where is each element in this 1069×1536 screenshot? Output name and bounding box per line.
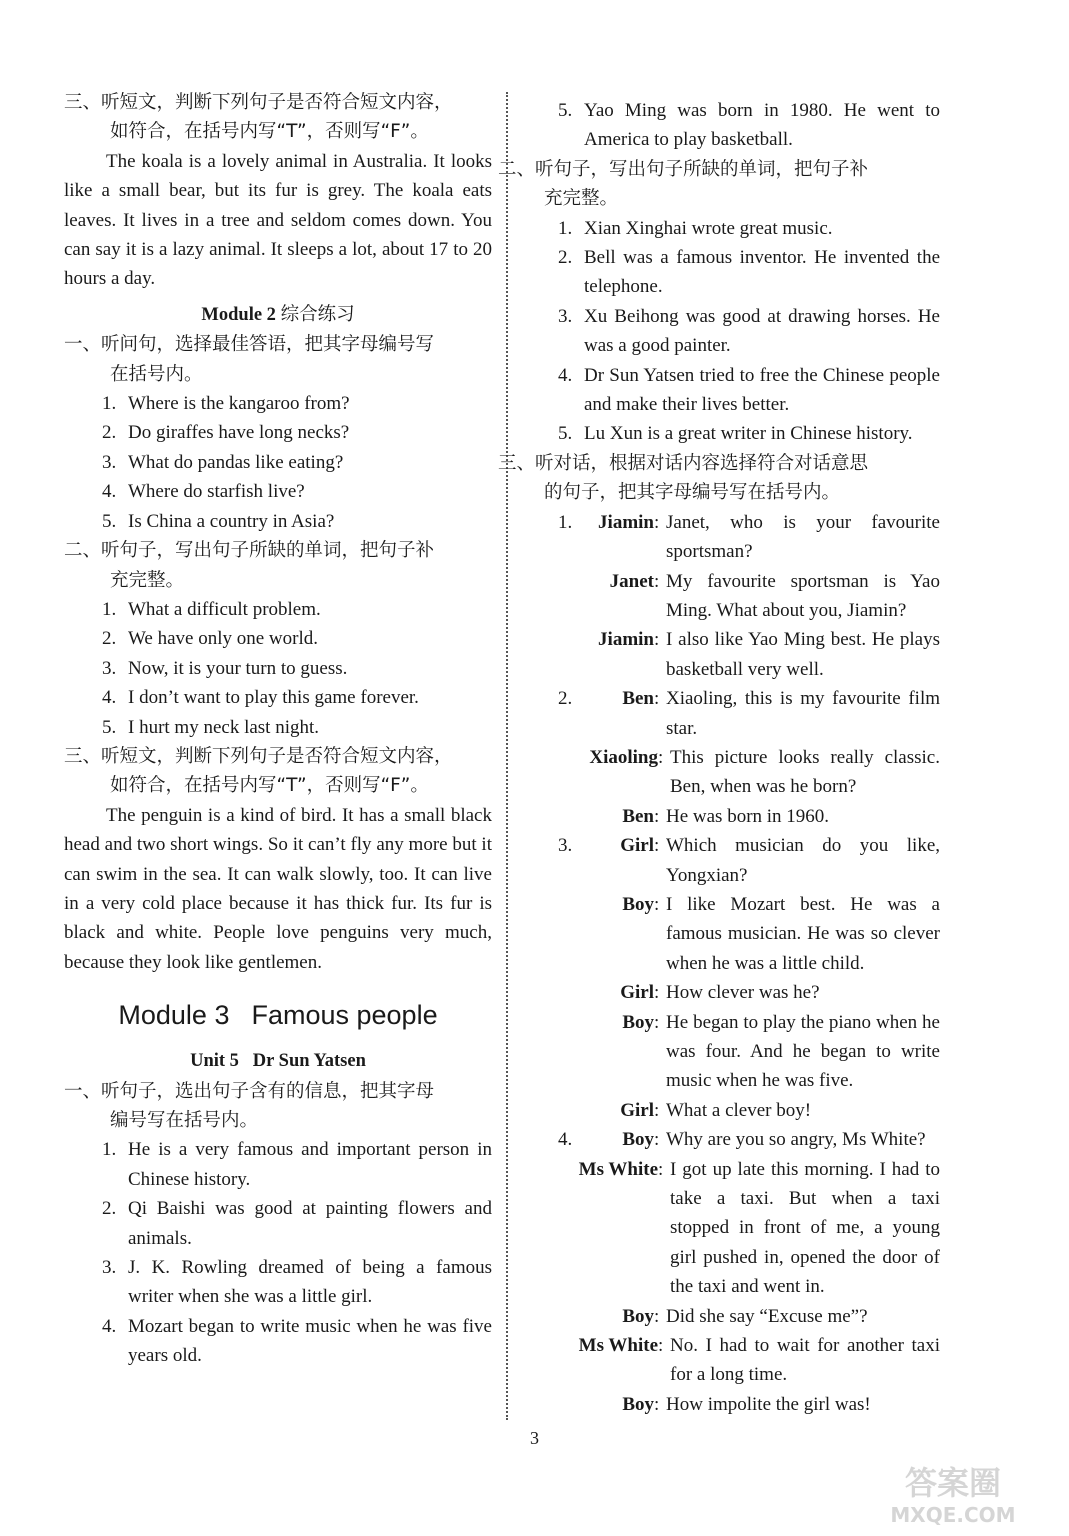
list-item [64,448,492,477]
dialogue-number [520,802,588,831]
dialogue-text: This picture looks really classic. Ben, when was he born? [670,746,940,798]
penguin-text: The penguin is a kind of bird. It has a small black head and two short wings. So it can’t fly any more but it can swim in the sea. It can walk slowly, too. It can live in a very cold place because it has thick fur. Its fur is black and white. People love penguins very much, because they look like gentlemen. [64,804,492,973]
dialogue-number [520,1390,588,1419]
dialogue-line [520,890,940,978]
m2-section2-header [64,536,492,595]
module3-label: Module 3 [118,1000,230,1031]
u5-s1-line1: 一、听句子，选出句子含有的信息，把其字母 [64,1080,435,1102]
list-item [64,1194,492,1253]
list-item [64,595,492,624]
dialogue-text: I also like Yao Ming best. He plays basketball very well. [666,629,940,680]
right-column [498,96,940,1419]
dialogue-number [520,978,588,1007]
item-text: Qi Baishi was good at painting flowers and animals. [128,1198,492,1249]
speaker: Jiamin [598,629,654,651]
dialogue-line [520,1125,940,1154]
module2-title-en: Module 2 [201,304,276,325]
item-number: 3. [102,451,117,473]
item-number: 4. [102,687,117,709]
dialogue-line [520,508,940,567]
dialogue-line [520,1331,940,1390]
dialogue-text: What a clever boy! [666,1099,812,1121]
m2-s1-line2: 在括号内。 [110,363,203,385]
speaker: Boy [622,1393,654,1415]
colon: : [654,1393,660,1415]
list-item [64,1253,492,1312]
dialogue-line [520,831,940,890]
item-number: 3. [558,305,573,327]
item-text: Now, it is your turn to guess. [128,657,348,679]
colon: : [658,746,664,768]
dialogue-line [520,1390,940,1419]
list-item [64,683,492,712]
item-text: J. K. Rowling dreamed of being a famous writer when she was a little girl. [128,1257,492,1308]
watermark-text-cn: 答案圈 [904,1464,1002,1502]
dialogue-text: He began to play the piano when he was four. And he began to write music when he was five. [666,1011,940,1092]
colon: : [658,1335,664,1357]
dialogue-number [520,743,548,802]
list-item [64,477,492,506]
item-text: We have only one world. [128,628,318,650]
module2-title-cn: 综合练习 [280,303,355,325]
speaker: Boy [622,1305,654,1327]
r-s3-line2: 的句子，把其字母编号写在括号内。 [544,482,841,504]
koala-text: The koala is a lovely animal in Australia. It looks like a small bear, but its fur is grey. The koala eats leaves. It lives in a tree and seldom comes down. You can say it is a lazy animal. It sleeps a lot, about 17 to 20 hours a day. [64,150,492,290]
dialogue-line [520,743,940,802]
item-text: What do pandas like eating? [128,451,344,473]
item-number: 5. [102,510,117,532]
speaker: Ms White [578,1335,658,1357]
list-item [64,507,492,536]
item-number: 2. [102,1198,117,1220]
speaker: Boy [622,1011,654,1033]
dialogue-text: Xiaoling, this is my favourite film star. [666,688,940,739]
item-number: 1. [102,598,117,620]
speaker: Girl [620,1099,654,1121]
item-text: I hurt my neck last night. [128,716,320,738]
dialogue-text: My favourite sportsman is Yao Ming. What about you, Jiamin? [666,570,940,621]
item-number: 5. [558,100,573,121]
left-column [64,88,492,1371]
item-number: 3. [102,657,117,679]
item-text: I don’t want to play this game forever. [128,687,419,709]
item-number: 3. [102,1257,117,1279]
dialogue-number [520,1331,548,1390]
m2-section1-header [64,330,492,389]
dialogue-line [520,978,940,1007]
speaker: Girl [620,835,654,857]
item-text: Lu Xun is a great writer in Chinese history. [584,423,913,445]
penguin-paragraph [64,801,492,977]
dialogue-number: 2. [558,688,573,710]
m2-section3-header [64,742,492,801]
dialogue-number: 1. [558,511,573,533]
u5-section1-list [64,1135,492,1370]
list-item [520,214,940,243]
dialogue-text: How impolite the girl was! [666,1393,871,1415]
item-number: 4. [102,1315,117,1337]
dialogue-line [520,684,940,743]
dialogue-number [520,567,588,626]
m2-section1-list [64,389,492,536]
dialogue-text: Which musician do you like, Yongxian? [666,835,940,886]
watermark-logo [853,1458,1053,1528]
section3-header-line2: 如符合，在括号内写“T”，否则写“F”。 [110,121,429,143]
list-item [64,1312,492,1371]
r-s3-line1: 三、听对话，根据对话内容选择符合对话意思 [498,452,869,474]
speaker: Xiaoling [589,746,658,768]
list-item [520,96,940,155]
m2-s2-line1: 二、听句子，写出句子所缺的单词，把句子补 [64,540,435,562]
item-number: 2. [102,628,117,650]
colon: : [654,688,660,710]
dialogue-number [520,890,588,978]
dialogue-text: Did she say “Excuse me”? [666,1305,868,1327]
colon: : [654,805,660,827]
speaker: Boy [622,893,654,915]
dialogue-line [520,802,940,831]
speaker: Jiamin [598,511,654,533]
dialogue-number [520,1155,548,1302]
list-item [64,654,492,683]
list-item [520,361,940,420]
dialogue-text: Janet, who is your favourite sportsman? [666,511,940,563]
dialogue-text: I got up late this morning. I had to take a taxi. But when a taxi stopped in front of me, a young girl pushed in, opened the door of the taxi and went in. [670,1158,940,1298]
dialogue-number [520,1096,588,1125]
item-number: 5. [102,716,117,738]
column-divider [506,92,508,1420]
m2-s3-line1: 三、听短文，判断下列句子是否符合短文内容， [64,745,453,767]
list-item [520,302,940,361]
item-text: Yao Ming was born in 1980. He went to America to play basketball. [584,100,940,151]
colon: : [654,982,660,1004]
page-number: 3 [530,1428,539,1448]
item-number: 2. [558,247,573,269]
colon: : [654,893,660,915]
speaker: Janet [609,570,654,592]
colon: : [654,629,660,651]
m2-section2-list [64,595,492,742]
item-text: What a difficult problem. [128,598,321,620]
speaker: Ms White [578,1158,658,1180]
u5-section1-header [64,1077,492,1136]
dialogue-text: No. I had to wait for another taxi for a long time. [670,1335,940,1386]
item-number: 4. [558,364,573,386]
dialogue-line [520,1302,940,1331]
dialogue-line [520,567,940,626]
dialogue-line [520,1155,940,1302]
colon: : [654,1305,660,1327]
speaker: Ben [622,688,654,710]
list-item [64,624,492,653]
colon: : [654,511,660,533]
m2-s1-line1: 一、听问句，选择最佳答语，把其字母编号写 [64,334,435,356]
item-text: Xian Xinghai wrote great music. [584,217,833,239]
r-section3-header [498,449,940,508]
item-text: Dr Sun Yatsen tried to free the Chinese people and make their lives better. [584,364,940,416]
r-s2-line1: 二、听句子，写出句子所缺的单词，把句子补 [498,158,869,180]
item-text: Xu Beihong was good at drawing horses. He was a good painter. [584,305,940,357]
item-text: Is China a country in Asia? [128,510,335,532]
item-number: 1. [102,393,117,415]
speaker: Boy [622,1129,654,1151]
r-section2-list [520,214,940,449]
dialogue-list [520,508,940,1420]
item-text: Do giraffes have long necks? [128,422,350,444]
item-number: 4. [102,481,117,503]
m2-s3-line2: 如符合，在括号内写“T”，否则写“F”。 [110,775,429,797]
dialogue-number: 3. [558,835,573,857]
r-s2-line2: 充完整。 [544,188,619,210]
item-number: 2. [102,422,117,444]
section3-header-line1: 三、听短文，判断下列句子是否符合短文内容， [64,92,453,113]
module3-name: Famous people [251,1000,438,1031]
list-item [64,389,492,418]
item-text: Where is the kangaroo from? [128,393,350,415]
speaker: Girl [620,982,654,1004]
item-number: 1. [102,1139,117,1161]
list-item [64,418,492,447]
colon: : [654,1011,660,1033]
speaker: Ben [622,805,654,827]
r-section2-header [498,155,940,214]
list-item [520,419,940,448]
dialogue-number [520,625,588,684]
dialogue-number [520,1302,588,1331]
dialogue-number: 4. [558,1129,573,1151]
item-number: 5. [558,423,573,445]
list-item [520,243,940,302]
dialogue-number [520,1008,588,1096]
dialogue-text: Why are you so angry, Ms White? [666,1129,926,1151]
watermark-text-en: MXQE.COM [890,1503,1016,1527]
module2-title [64,300,492,330]
list-item [64,713,492,742]
dialogue-text: How clever was he? [666,982,820,1004]
dialogue-line [520,1096,940,1125]
dialogue-text: He was born in 1960. [666,805,830,827]
item-text: Where do starfish live? [128,481,305,503]
section3-header [64,88,492,147]
watermark-icon [853,1458,1053,1528]
dialogue-line [520,1008,940,1096]
item-text: Mozart began to write music when he was five years old. [128,1315,492,1367]
colon: : [658,1158,664,1180]
item-number: 1. [558,217,573,239]
dialogue-text: I like Mozart best. He was a famous musician. He was so clever when he was a little child. [666,893,940,974]
list-item [64,1135,492,1194]
koala-paragraph [64,147,492,294]
dialogue-line [520,625,940,684]
colon: : [654,1129,660,1151]
module3-title [64,997,492,1033]
colon: : [654,570,660,592]
item-text: Bell was a famous inventor. He invented the telephone. [584,247,940,298]
colon: : [654,1099,660,1121]
m2-s2-line2: 充完整。 [110,569,185,591]
item-text: He is a very famous and important person in Chinese history. [128,1139,492,1190]
colon: : [654,835,660,857]
u5-s1-line2: 编号写在括号内。 [110,1110,259,1131]
unit5-title: Unit 5 Dr Sun Yatsen [190,1051,366,1072]
